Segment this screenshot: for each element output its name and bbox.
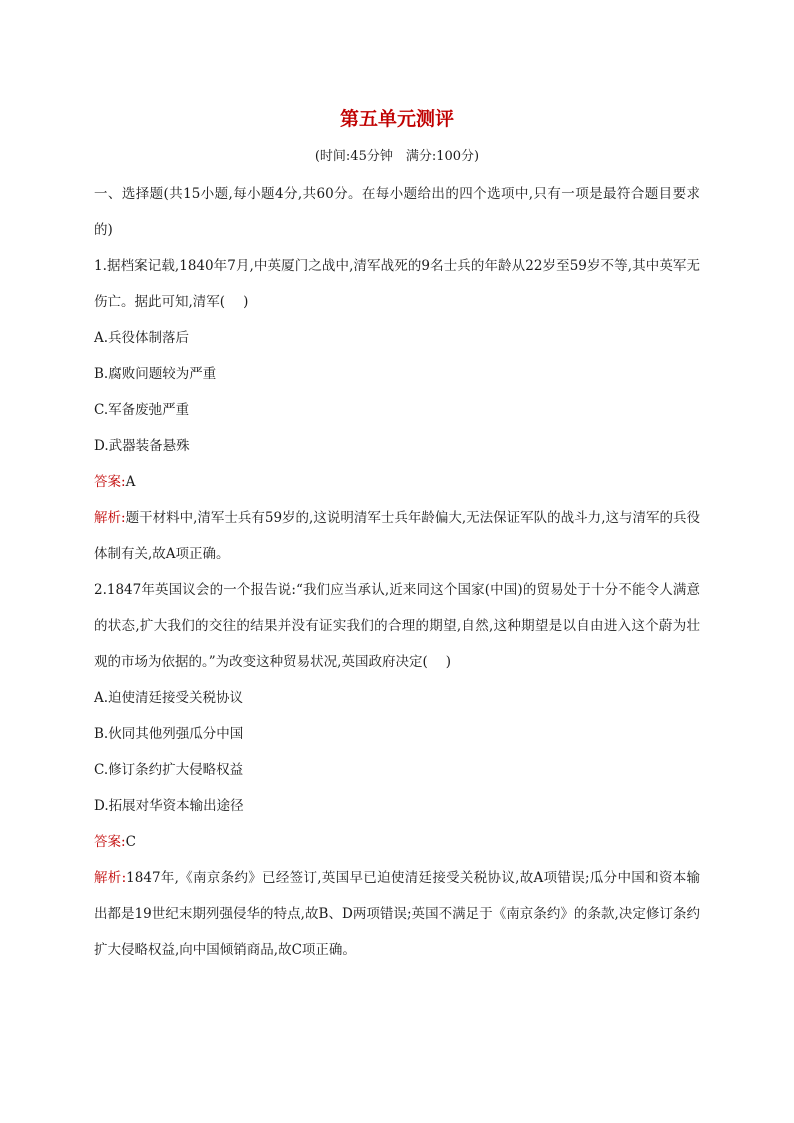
option-b: B.腐败问题较为严重 (94, 366, 217, 382)
answer-value: C (125, 834, 136, 850)
option-a: A.迫使清廷接受关税协议 (94, 690, 244, 706)
exam-info: (时间:45分钟 满分:100分) (314, 149, 480, 164)
document-page (94, 104, 700, 968)
option-c: C.军备废弛严重 (94, 402, 190, 418)
option-b: B.伙同其他列强瓜分中国 (94, 726, 244, 742)
option-d: D.武器装备悬殊 (94, 438, 190, 454)
analysis-label: 解析: (94, 510, 126, 526)
section-heading: 一、选择题(共15小题,每小题4分,共60分。在每小题给出的四个选项中,只有一项是最符合题目要求的) (94, 186, 700, 238)
analysis-text: 1847年,《南京条约》已经签订,英国早已迫使清廷接受关税协议,故A项错误;瓜分中国和资本输出都是19世纪末期列强侵华的特点,故B、D两项错误;英国不满足于《南京条约》的条款,决定修订条约扩大侵略权益,向中国倾销商品,故C项正确。 (94, 870, 700, 958)
question-stem (94, 248, 700, 320)
analysis-paragraph (94, 860, 700, 968)
question-2 (94, 572, 700, 968)
question-stem-text: 2.1847年英国议会的一个报告说:“我们应当承认,近来同这个国家(中国)的贸易处于十分不能令人满意的状态,扩大我们的交往的结果并没有证实我们的合理的期望,自然,这种期望是以自由进入这个蔚为壮观的市场为依据的。”为改变这种贸易状况,英国政府决定( (94, 582, 700, 670)
option-a: A.兵役体制落后 (94, 330, 190, 346)
question-stem-text: 1.据档案记载,1840年7月,中英厦门之战中,清军战死的9名士兵的年龄从22岁至59岁不等,其中英军无伤亡。据此可知,清军( (94, 258, 700, 310)
question-stem-close: ) (243, 294, 249, 310)
analysis-paragraph (94, 500, 700, 572)
answer-label: 答案: (94, 474, 126, 490)
question-stem-close: ) (445, 654, 451, 670)
answer-label: 答案: (94, 834, 126, 850)
analysis-text: 题干材料中,清军士兵有59岁的,这说明清军士兵年龄偏大,无法保证军队的战斗力,这与清军的兵役体制有关,故A项正确。 (94, 510, 700, 562)
question-stem (94, 572, 700, 680)
option-c: C.修订条约扩大侵略权益 (94, 762, 244, 778)
answer-value: A (125, 474, 136, 490)
answer-line (94, 824, 700, 860)
answer-line (94, 464, 700, 500)
page-title: 第五单元测评 (339, 108, 454, 130)
option-d: D.拓展对华资本输出途径 (94, 798, 244, 814)
question-1 (94, 248, 700, 572)
analysis-label: 解析: (94, 870, 127, 886)
